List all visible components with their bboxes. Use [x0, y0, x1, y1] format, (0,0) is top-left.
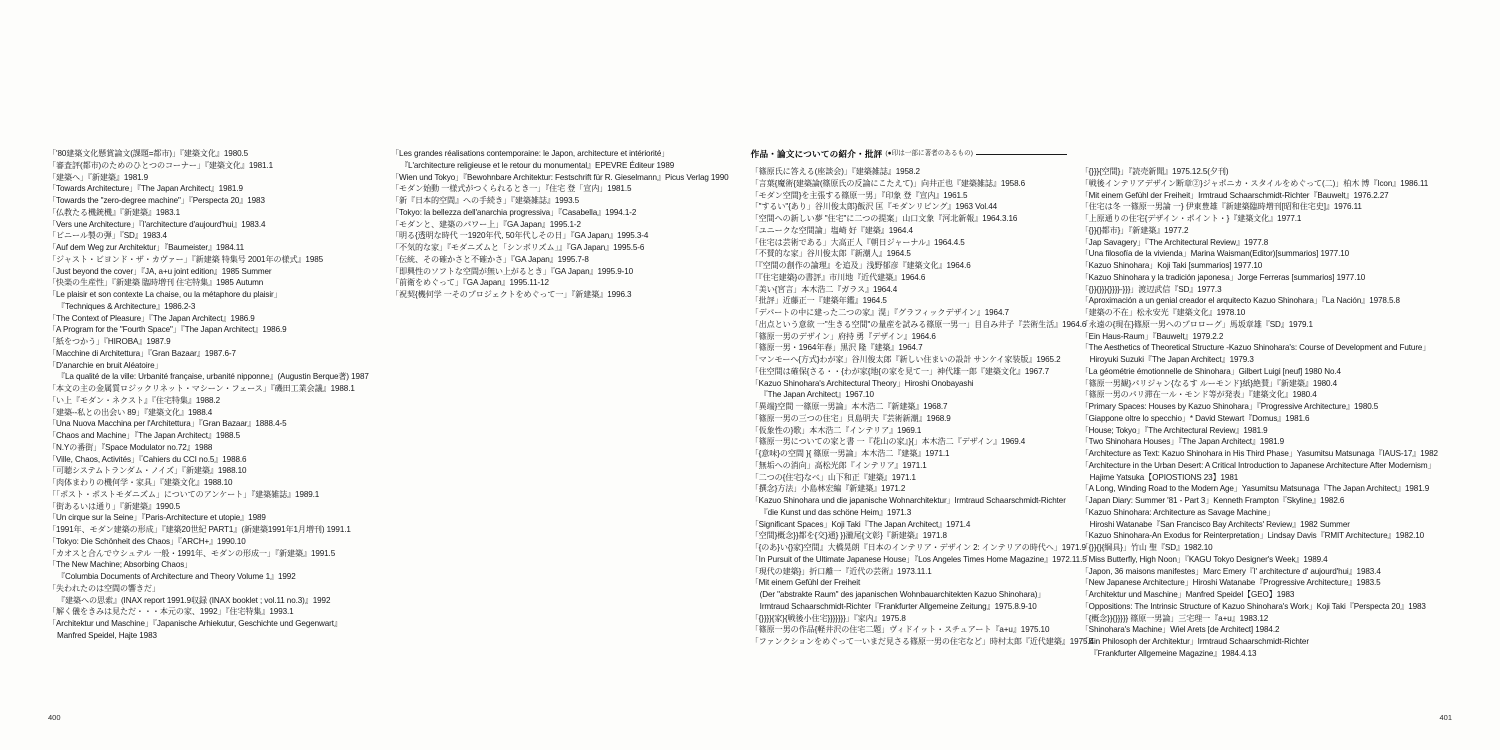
- bibliography-entry: 「{}}{}}}{}}}}-}}}」渡辺武信『SD』1977.3: [1080, 284, 1222, 294]
- bibliography-entry: 「永遠の{現在}篠原一男へのプロローグ」馬坂章雄『SD』1979.1: [1080, 319, 1313, 329]
- column-d-entries: [1081, 166, 1452, 660]
- bibliography-entry: 「前衛をめぐって」『GA Japan』1995.11-12: [391, 278, 549, 288]
- bibliography-entry: 「失われたのは空間の響きだ」: [48, 583, 160, 593]
- bibliography-entry: 「Kazuo Shinohara's Architectural Theory」Hiroshi Onobayashi: [750, 378, 974, 388]
- bibliography-entry: 「新『日本的空間』への手続き」『建築雑誌』1993.5: [391, 196, 580, 205]
- bibliography-entry: 「Significant Spaces」Koji Taki『The Japan Architect』1971.4: [750, 519, 971, 529]
- bibliography-entry: 「審査評(都市)のためのひとつのコーナー」『建築文化』1981.1: [48, 160, 273, 170]
- bibliography-entry: 「1991年、モダン建築の形成」『建築20世紀 PART1』(新建築1991年1月増刊) 1991.1: [48, 525, 351, 534]
- bibliography-entry: 「Shinohara's Machine」Wiel Arets [de Architect] 1984.2: [1080, 625, 1280, 635]
- bibliography-entry: 「仮象性の}歌」本木浩二『インテリア』1969.1: [750, 425, 922, 435]
- bibliography-entry: 「The New Machine; Absorbing Chaos」: [48, 560, 193, 570]
- bibliography-entry: 「言葉{魔術{建築論(篠原氏の反論にこたえて)」向井正也『建築雑誌』1958.6: [750, 178, 1026, 188]
- bibliography-entry: 「建築へ」『新建築』1981.9: [48, 172, 149, 182]
- bibliography-entry: 「Wien und Tokyo」『Bewohnbare Architektur: Festschrift für R. Gieselmann』Picus Verlag 1990: [391, 172, 729, 182]
- bibliography-entry: 「Kazuo Shinohara y la tradición japonesa」Jorge Ferreras [summarios] 1977.10: [1080, 272, 1366, 282]
- bibliography-entry: 『die Kunst und das schöne Heim』1971.3: [759, 507, 912, 517]
- bibliography-entry: 「Giappone oltre lo specchio」* David Stewart『Domus』1981.6: [1080, 413, 1310, 423]
- bibliography-entry: 「Architektur und Maschine」『Japanische Arhiekutur, Geschichte und Gegenwart』: [48, 619, 342, 628]
- bibliography-entry: 「Chaos and Machine」『The Japan Architect』1988.5: [48, 431, 241, 440]
- bibliography-entry: 「現代の建築}」折口離一『近代の芸術』1973.11.1: [750, 566, 932, 576]
- section-heading-criticism: [751, 148, 1067, 160]
- bibliography-entry: 「Mit einem Gefühl der Freiheit」Irmtraud Schaarschmidt-Richter『Bauwelt』1976.2.27: [1080, 190, 1389, 200]
- bibliography-entry: 「A Program for the "Fourth Space"」『The Japan Architect』1986.9: [48, 325, 287, 335]
- bibliography-entry: 「街あるいは通り」『新建築』1990.5: [48, 501, 181, 511]
- bibliography-entry: 「上原通りの住宅{デザイン・ポイント・}『建築文化』1977.1: [1080, 214, 1302, 223]
- bibliography-entry: 「異端}空間 一篠原一男論」本木浩二『新建築』1968.7: [750, 402, 948, 411]
- bibliography-entry: 「'80建築文化懸賞論文(課題=都市)」『建築文化』1980.5: [48, 149, 249, 158]
- bibliography-entry: Hiroyuki Suzuki『The Japan Architect』1979.3: [1089, 355, 1254, 364]
- column-d-spacer: [1081, 148, 1452, 166]
- bibliography-entry: 「{概念}}{}}}}} 篠原一男論」三宅理一『a+u』1983.12: [1080, 613, 1269, 623]
- bibliography-entry: 「篠原一男・1964年春」黒沢 隆『建築』1964.7: [750, 343, 923, 353]
- bibliography-entry: 『Techniques & Architecture』1986.2-3: [57, 301, 196, 311]
- bibliography-entry: 「D'anarchie en bruit Aléatoire」: [48, 360, 163, 370]
- bibliography-entry: 「住空間は確保{さる・・{わが家{地{の家を見て一」神代雄一郎『建築文化』1967.7: [750, 366, 1050, 376]
- bibliography-entry: 「美い{宮言」本木浩二『ガラス』1964.4: [750, 284, 898, 294]
- bibliography-entry: 「The Context of Pleasure」『The Japan Architect』1986.9: [48, 313, 255, 323]
- bibliography-entry: 「仏教たる機銃機』『新建築』1983.1: [48, 207, 181, 217]
- bibliography-entry: 「デパートの中に建った二つの家』滉」『グラフィックデザイン』1964.7: [750, 308, 1009, 317]
- bibliography-entry: 「Aproximación a un genial creador el arquitecto Kazuo Shinohara」『La Nación』1978.5.8: [1080, 296, 1400, 306]
- bibliography-entry: 「篠原氏に答える(座談会)」『建築雑誌』1958.2: [750, 167, 920, 176]
- bibliography-entry: 「不賛的な家」谷川俊太郎『新潮人』1964.5: [750, 249, 911, 259]
- section-title: 作品・論文についての紹介・批評: [750, 149, 883, 159]
- bibliography-entry: 「無垢への消向」高松光郎『インテリア』1971.1: [750, 460, 927, 470]
- bibliography-entry: 「ユニークな空間論」塩崎 好『建築』1964.4: [750, 225, 913, 235]
- bibliography-entry: Hajime Yatsuka【OPIOSTIONS 23】1981: [1089, 472, 1239, 482]
- bibliography-entry: 「本文の主の金属質ロジックリネット・マシーン・フェース」『磯田工業会議』1988.1: [48, 384, 355, 393]
- bibliography-entry: 「モダン空間}を主張する篠原一男」『印象 登『宣内』1961.5: [750, 190, 968, 200]
- bibliography-entry: 「篠原一男のデザイン」府持 勇『デザイン』1964.6: [750, 331, 936, 341]
- section-note: (●印は一部に著者のあるもの): [885, 150, 973, 157]
- bibliography-entry: 「篠原一男の三つの住宅」貝島明夫『芸術新潮』1968.9: [750, 413, 951, 423]
- bibliography-entry: 「Vers une Architecture」『l'architecture d'aujourd'hui』1983.4: [48, 219, 266, 229]
- bibliography-entry: 「明る{透明な時代 一1920年代, 50年代しその日」『GA Japan』1995.3-4: [391, 231, 649, 241]
- bibliography-entry: 「Ein Haus-Raum」『Bauwelt』1979.2.2: [1080, 331, 1224, 341]
- bibliography-entry: 「Oppositions: The Intrinsic Structure of Kazuo Shinohara's Work」Koji Taki『Perspecta 20』1983: [1080, 601, 1426, 611]
- bibliography-entry: 「The Aesthetics of Theoretical Structure -Kazuo Shinohara's: Course of Development and Future」: [1080, 343, 1431, 353]
- bibliography-entry: 「い上『モダン・ネクスト』『住宅特集』1988.2: [48, 395, 220, 405]
- bibliography-entry: 「Les grandes réalisations contemporaine: le Japon, architecture et intériorité」: [391, 149, 670, 158]
- bibliography-entry: 「Una Nuova Macchina per l'Architettura」『Gran Bazaar』1888.4-5: [48, 419, 287, 429]
- section-rule: [976, 154, 1067, 155]
- bibliography-entry: 「Two Shinohara Houses」『The Japan Architect』1981.9: [1080, 437, 1285, 447]
- bibliography-entry: 『The Japan Architect』1967.10: [759, 390, 874, 400]
- page-columns: [0, 148, 1500, 660]
- column-criticism-2: [1081, 148, 1452, 660]
- bibliography-entry: 「快楽の生産性」『新建築 臨時増刊 住宅特集』1985 Autumn: [48, 278, 264, 288]
- bibliography-entry: 『La qualité de la ville: Urbanité française, urbanité nipponne』(Augustin Berque著) 1987: [57, 372, 369, 382]
- bibliography-entry: 「Tokyo: Die Schönheit des Chaos」『ARCH+』1990.10: [48, 536, 246, 546]
- bibliography-entry: 「撰念}方法」小島林宏編『新建築』1971.2: [750, 484, 906, 494]
- bibliography-entry: 「Ein Philosoph der Architektur」Irmtraud Schaarschmidt-Richter: [1080, 637, 1309, 646]
- bibliography-entry: 「カオスと合んでウシュテル 一般・1991年、モダンの形成一」『新建築』1991.5: [48, 548, 336, 558]
- bibliography-entry: 「伝統、その確かさと不確かさ」『GA Japan』1995.7-8: [391, 254, 589, 264]
- column-c-entries: [750, 166, 1094, 648]
- bibliography-entry: 「肉体まわりの機何学・家具」『建築文化』1988.10: [48, 478, 233, 487]
- bibliography-entry: 「篠原一男観}パリジャン{なるす ルーモンド}紙}絶賛」『新建築』1980.4: [1080, 378, 1338, 388]
- bibliography-entry: 「建築の不在」松永安光『建築文化』1978.10: [1080, 308, 1246, 317]
- bibliography-entry: 「{のあ}い{}家}空間』大橋晃朗『日本のインテリア・デザイン 2: インテリアの時代へ」1971.9: [750, 543, 1086, 552]
- column-criticism-1: [750, 148, 1094, 660]
- bibliography-entry: 「Towards the "zero-degree machine"」『Perspecta 20』1983: [48, 196, 265, 205]
- bibliography-entry: 「Architecture as Text: Kazuo Shinohara in His Third Phase」Yasumitsu Matsunaga『IAUS-17』1982: [1080, 449, 1438, 458]
- bibliography-entry: 「{}}{}{綱具}」竹山 聖『SD』1982.10: [1080, 543, 1213, 552]
- bibliography-entry: 「Miss Butterfly, High Noon」『KAGU Tokyo Designer's Week』1989.4: [1080, 554, 1328, 564]
- bibliography-entry: 「Mit einem Gefühl der Freiheit: [750, 578, 861, 588]
- bibliography-entry: 「Just beyond the cover」『JA, a+u joint edition』1985 Summer: [48, 266, 272, 276]
- bibliography-entry: 「House; Tokyo」『The Architectural Review』1981.9: [1080, 425, 1268, 435]
- bibliography-entry: 『L'architecture religieuse et le retour du monumental』EPEVRE Éditeur 1989: [400, 160, 675, 170]
- bibliography-entry: 「Kazuo Shinohara」Koji Taki [summarios] 1977.10: [1080, 261, 1263, 270]
- bibliography-entry: 「Primary Spaces: Houses by Kazuo Shinohara」『Progressive Architecture』1980.5: [1080, 402, 1379, 411]
- folio-left: 400: [48, 713, 61, 722]
- bibliography-entry: Manfred Speidel, Hajte 1983: [57, 630, 157, 640]
- bibliography-entry: 「祝契{機何学 一そのプロジェクトをめぐって一」『新建築』1996.3: [391, 290, 632, 299]
- bibliography-entry: 「{}}{}都市}」『新建築』1977.2: [1080, 225, 1189, 235]
- bibliography-entry: 「Tokyo: la bellezza dell'anarchia progressiva」『Casabella』1994.1-2: [391, 207, 637, 217]
- bibliography-entry: 「Architecture in the Urban Desert: A Critical Introduction to Japanese Architecture After Modernism」: [1080, 460, 1436, 470]
- bibliography-entry: 「{意味}の空間 }{ 篠原一男論」本木浩二『建築』1971.1: [750, 449, 950, 458]
- bibliography-entry: 「Le plaisir et son contexte La chaise, ou la métaphore du plaisir」: [48, 290, 282, 299]
- bibliography-entry: 「空間}概念}}都を{交}通} }}瀧尾{文彰}『新建築』1971.8: [750, 531, 947, 541]
- column-bibliography-left-1: [48, 148, 391, 660]
- bibliography-entry: 「N.Yの番街」『Space Modulator no.72』1988: [48, 442, 213, 452]
- bibliography-entry: 「出点という意欲 一"生きる空間"の量産を試みる篠原一男一」目自み井子『芸術生活』1964.6: [750, 319, 1087, 329]
- bibliography-entry: 「批評」近藤正一『建築年鑑』1964.5: [750, 296, 887, 306]
- bibliography-entry: 「『住宅建築}の書評』市川地『近代建築』1964.6: [750, 272, 926, 282]
- bibliography-entry: 『Columbia Documents of Architecture and Theory Volume 1』1992: [57, 572, 296, 581]
- bibliography-entry: 「篠原一男のパリ滞在一ル・モンド等が発表」『建築文化』1980.4: [1080, 390, 1317, 400]
- bibliography-entry: 「Kazuo Shinohara: Architecture as Savage Machine」: [1080, 507, 1275, 517]
- bibliography-entry: 「「ポスト・ポストモダニズム」についてのアンケート」『建築雑誌』1989.1: [48, 489, 320, 499]
- bibliography-entry: 「New Japanese Architecture」Hiroshi Watanabe『Progressive Architecture』1983.5: [1080, 578, 1381, 588]
- bibliography-entry: 「紙をつかう」『HIROBA』1987.9: [48, 337, 171, 346]
- bibliography-entry: 「ファンクションをめぐって一いまだ見さる篠原一男の住宅など」時村太郎『近代建築』1975.4: [750, 637, 1094, 646]
- bibliography-entry: 「Ville, Chaos, Activités」『Cahiers du CCI no.5』1988.6: [48, 454, 247, 464]
- bibliography-entry: 「戦後インテリアデザイン断章②}ジャポニカ・スタイルをめぐって(二)」柏木 博『Icon』1986.11: [1080, 178, 1429, 188]
- bibliography-entry: 「{}}}}{家}{戦後小住宅}}}}}}}」『家内』1975.8: [750, 613, 906, 623]
- bibliography-entry: 「Japon, 36 maisons manifestes」Marc Emery『l' architecture d' aujourd'hui』1983.4: [1080, 566, 1381, 576]
- bibliography-entry: 「Una filosofía de la vivienda」Marina Waisman(Editor)[summarios] 1977.10: [1080, 249, 1350, 259]
- bibliography-entry: 「Kazuo Shinohara und die japanische Wohnarchitektur」Irmtraud Schaarschmidt-Richter: [750, 496, 1066, 505]
- bibliography-entry: 「住宅は冬 一篠原一男論 一} 伊東豊雄『新建築臨時増刊[昭和住宅史]』1976.11: [1080, 202, 1362, 212]
- bibliography-entry: 「マンモーへ{方式}わが家」谷川俊太郎『新しい住まいの設計 サンケイ家装版』1965.2: [750, 355, 1061, 364]
- bibliography-entry: 「モダンと、建築のパワー上」『GA Japan』1995.1-2: [391, 219, 581, 229]
- bibliography-entry: 「{}}}{空間}」『読売新聞』1975.12.5(夕刊): [1080, 167, 1229, 176]
- bibliography-entry: 「La géométrie émotionnelle de Shinohara」Gilbert Luigi [neuf] 1980 No.4: [1080, 366, 1341, 376]
- bibliography-entry: Irmtraud Schaarschmidt-Richter『Frankfurter Allgemeine Zeitung』1975.8.9-10: [759, 601, 1037, 611]
- bibliography-entry: 「Macchine di Architettura」『Gran Bazaar』1987.6-7: [48, 348, 236, 358]
- bibliography-entry: 「Kazuo Shinohara-An Exodus for Reinterpretation」Lindsay Davis『RMIT Architecture』1982.10: [1080, 531, 1425, 541]
- column-bibliography-left-2: [391, 148, 751, 660]
- bibliography-entry: 「建築--私との出会い 89」『建築文化』1988.4: [48, 407, 213, 417]
- bibliography-entry: 「不気的な家」『モダニズムと「シンボリズム」』『GA Japan』1995.5-6: [391, 243, 645, 252]
- bibliography-entry: 「モダン始動 一様式がつくられるとき一」『住宅 登「宣内」1981.5: [391, 184, 632, 194]
- bibliography-entry: 「空間への新しい夢 "住宅"に二つの提案」山口文象『河北新報』1964.3.16: [750, 214, 1018, 223]
- bibliography-entry: 「In Pursuit of the Ultimate Japanese House」『Los Angeles Times Home Magazine』1972.11.5: [750, 554, 1087, 564]
- bibliography-entry: 「可聴システムトランダム・ノイズ」『新建築』1988.10: [48, 466, 247, 476]
- bibliography-entry: 「『空間の創作の論理』を追及」浅野郁彦『建築文化』1964.6: [750, 261, 971, 270]
- bibliography-entry: 「解く儀をきみは見ただ・・・本元の家、1992」『住宅特集』1993.1: [48, 607, 294, 617]
- column-a-entries: [48, 148, 377, 642]
- bibliography-entry: 「ジャスト・ビヨンド・ザ・カヴァー」『新建築 特集号 2001年の様式』1985: [48, 254, 324, 264]
- bibliography-entry: 「Architektur und Maschine」Manfred Speidel【GEO】1983: [1080, 590, 1295, 599]
- bibliography-entry: 「即興性のソフトな空間が無い上がるとき」『GA Japan』1995.9-10: [391, 266, 634, 276]
- bibliography-entry: (Der "abstrakte Raum" des japanischen Wohnbauarchitekten Kazuo Shinohara)」: [759, 590, 1046, 599]
- bibliography-entry: 「篠原一男の作品{軽井沢の住宅二題」ヴィドイット・スチュアート『a+u』1975.10: [750, 625, 1050, 635]
- bibliography-entry: Hiroshi Watanabe『San Francisco Bay Architects' Review』1982 Summer: [1089, 519, 1350, 529]
- folio-right: 401: [1439, 713, 1452, 722]
- column-b-entries: [391, 148, 737, 301]
- bibliography-entry: 「ビニール製の弾」『SD』1983.4: [48, 231, 167, 241]
- bibliography-entry: 「二つの{住宅}なべ」山下和正『建築』1971.1: [750, 472, 916, 482]
- bibliography-entry: 「Japan Diary: Summer '81 - Part 3」Kenneth Frampton『Skyline』1982.6: [1080, 496, 1345, 505]
- bibliography-entry: 「A Long, Winding Road to the Modern Age」Yasumitsu Matsunaga『The Japan Architect』1981.9: [1080, 484, 1430, 494]
- bibliography-entry: 「Un cirque sur la Seine」『Paris-Architecture et utopie』1989: [48, 513, 266, 523]
- bibliography-entry: 『Frankfurter Allgemeine Magazine』1984.4.13: [1089, 648, 1257, 658]
- bibliography-entry: 「住宅は芸術である」大高正人『朝日ジャーナル』1964.4.5: [750, 237, 965, 247]
- bibliography-entry: 「Towards Architecture」『The Japan Architect』1981.9: [48, 184, 243, 194]
- bibliography-entry: 「"するい"{あり」谷川俊太郎}飯沢 匡『モダンリビング』1963 Vol.44: [750, 202, 998, 212]
- bibliography-entry: 「Auf dem Weg zur Architektur」『Baumeister』1984.11: [48, 243, 244, 252]
- bibliography-entry: 「篠原一男についての家と書 一『花山の家』}{」本木浩二『デザイン』1969.4: [750, 437, 1026, 447]
- bibliography-entry: 『建築への思索』(INAX report 1991.9収録 (INAX booklet ; vol.11 no.3)』1992: [57, 595, 331, 605]
- bibliography-entry: 「Jap Savagery」『The Architectural Review』1977.8: [1080, 237, 1269, 247]
